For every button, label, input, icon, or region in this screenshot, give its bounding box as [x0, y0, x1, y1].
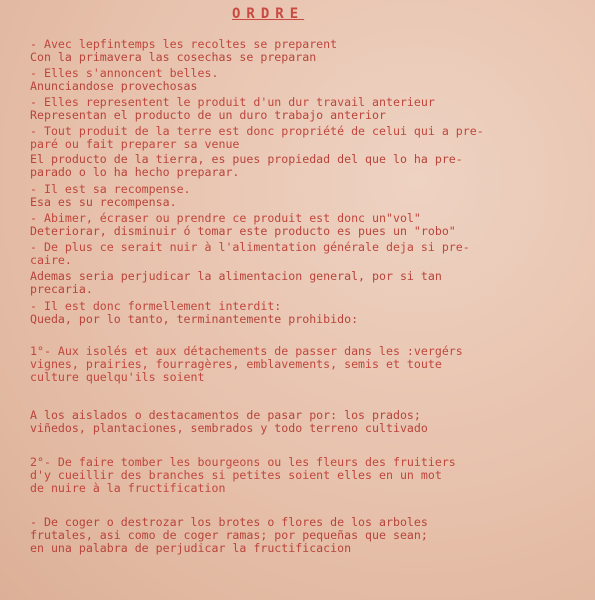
- text-line: 1°- Aux isolés et aux détachements de passer dans les :vergérs: [30, 344, 463, 358]
- text-line: A los aislados o destacamentos de pasar por: los prados;: [30, 408, 421, 422]
- text-line: - Il est donc formellement interdit:: [30, 299, 282, 313]
- text-line: Esa es su recompensa.: [30, 195, 177, 209]
- text-line: vignes, prairies, fourragères, emblavements, semis et toute: [30, 357, 442, 371]
- text-line: Ademas seria perjudicar la alimentacion general, por si tan: [30, 269, 442, 283]
- text-line: El producto de la tierra, es pues propiedad del que lo ha pre-: [30, 152, 463, 166]
- text-line: en una palabra de perjudicar la fructificacion: [30, 541, 352, 555]
- text-line: - Tout produit de la terre est donc propriété de celui qui a pre-: [30, 124, 484, 138]
- text-line: caire.: [30, 253, 72, 267]
- text-line: Representan el producto de un duro trabajo anterior: [30, 108, 386, 122]
- text-line: culture quelqu'ils soient: [30, 370, 205, 384]
- text-line: frutales, asi como de coger ramas; por pequeñas que sean;: [30, 528, 428, 542]
- text-line: d'y cueillir des branches si petites soient elles en un mot: [30, 468, 442, 482]
- text-line: parado o lo ha hecho preparar.: [30, 165, 240, 179]
- document-title: ORDRE: [232, 6, 305, 22]
- text-line: paré ou fait preparer sa venue: [30, 137, 240, 151]
- text-line: - Abimer, écraser ou prendre ce produit est donc un"vol": [30, 211, 421, 225]
- text-line: 2°- De faire tomber les bourgeons ou les fleurs des fruitiers: [30, 455, 456, 469]
- text-line: viñedos, plantaciones, sembrados y todo terreno cultivado: [30, 421, 428, 435]
- text-line: de nuire à la fructification: [30, 481, 226, 495]
- text-line: - Elles representent le produit d'un dur travail anterieur: [30, 95, 435, 109]
- text-line: Deteriorar, disminuir ó tomar este producto es pues un "robo": [30, 224, 456, 238]
- text-line: - De plus ce serait nuir à l'alimentation générale deja si pre-: [30, 240, 470, 254]
- text-line: - Avec lepfintemps les recoltes se preparent: [30, 37, 338, 51]
- text-line: Anunciandose provechosas: [30, 79, 198, 93]
- text-line: Queda, por lo tanto, terminantemente prohibido:: [30, 312, 359, 326]
- text-line: precaria.: [30, 282, 93, 296]
- text-line: - Elles s'annoncent belles.: [30, 66, 219, 80]
- text-line: - Il est sa recompense.: [30, 182, 191, 196]
- text-line: - De coger o destrozar los brotes o flores de los arboles: [30, 515, 428, 529]
- text-line: Con la primavera las cosechas se preparan: [30, 50, 317, 64]
